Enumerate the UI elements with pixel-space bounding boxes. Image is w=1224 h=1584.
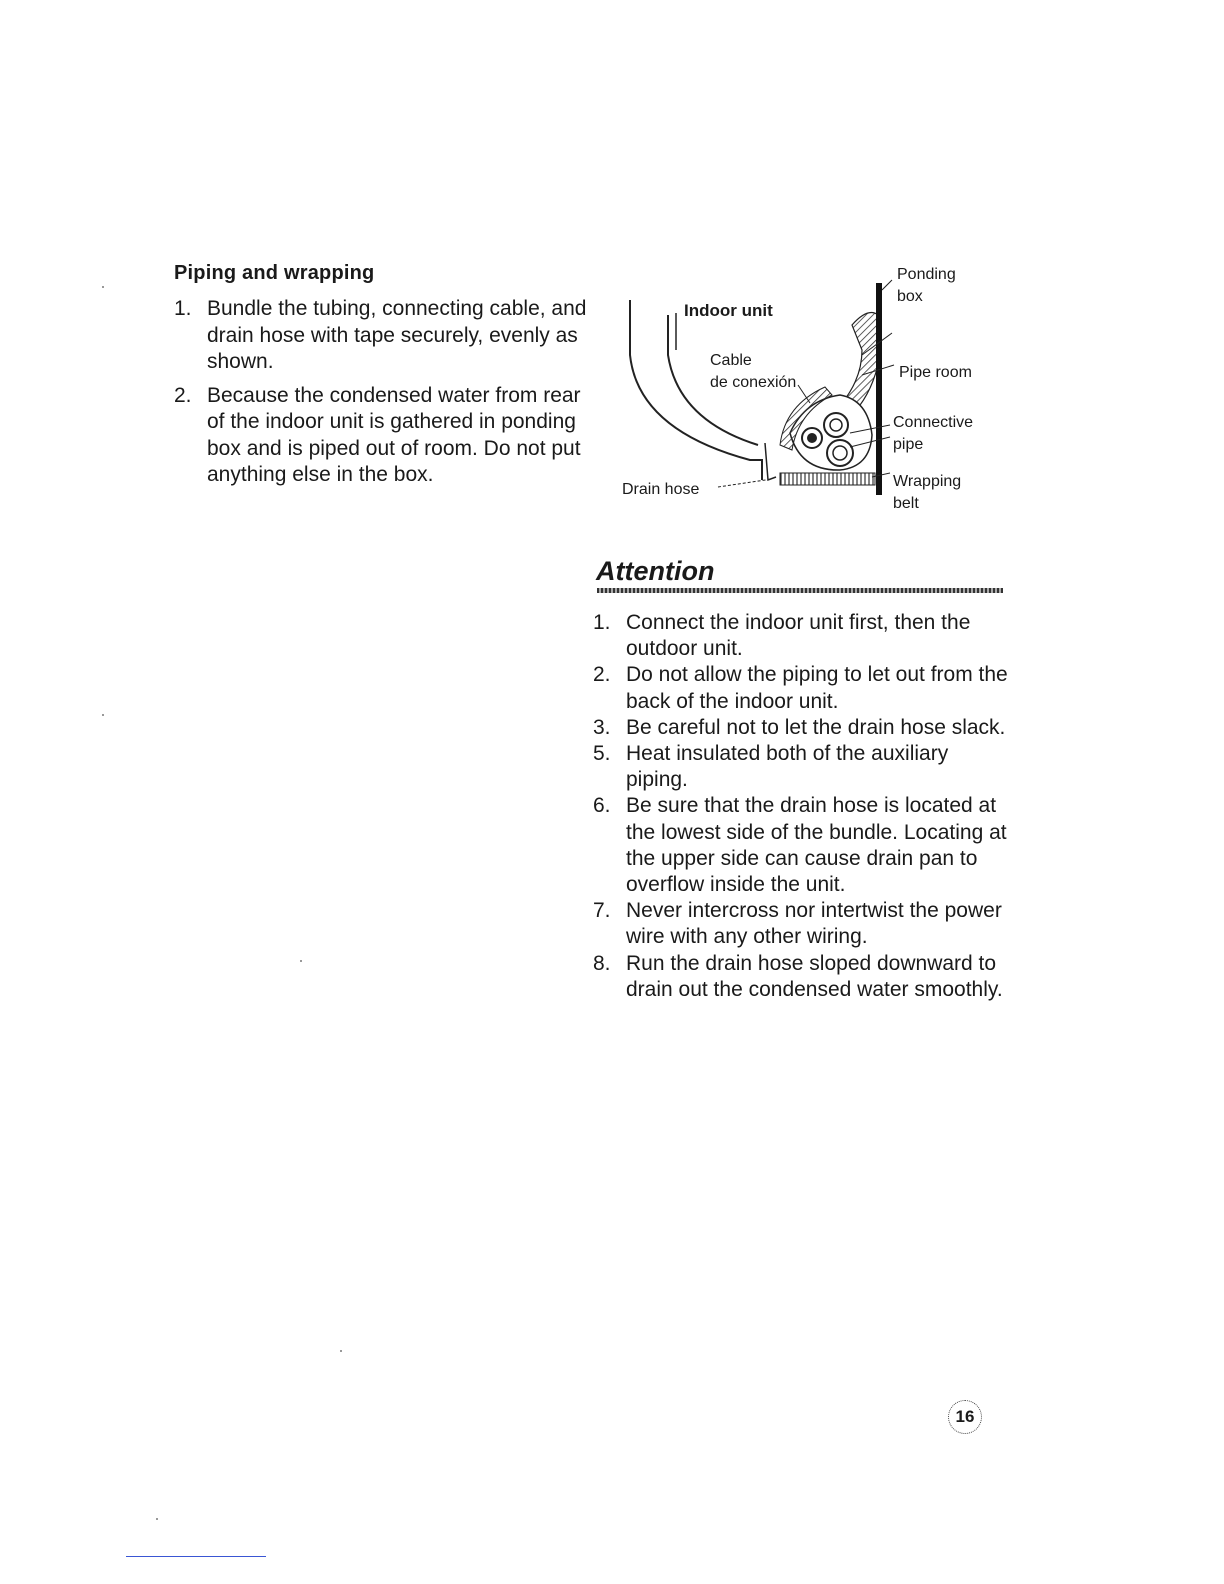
item-number: 7.	[593, 899, 611, 923]
label-indoor-unit: Indoor unit	[684, 301, 773, 320]
label-pipe: pipe	[893, 436, 924, 453]
item-number: 2.	[174, 383, 192, 407]
scan-speck	[102, 714, 104, 716]
item-number: 3.	[593, 715, 611, 739]
item-text: Because the condensed water from rear of the indoor unit is gathered in ponding box and is piped out of room. Do not put anything else in the box.	[207, 383, 581, 486]
list-item	[593, 610, 1013, 662]
label-drain-hose: Drain hose	[622, 481, 700, 498]
attention-heading: Attention	[596, 556, 715, 586]
list-item	[174, 296, 594, 376]
list-item	[593, 715, 1013, 741]
item-number: 8.	[593, 951, 611, 975]
item-number: 5.	[593, 742, 611, 766]
list-item	[174, 383, 594, 489]
label-cable-conexion: de conexión	[710, 374, 797, 391]
attention-divider	[597, 588, 1003, 593]
label-pipe-room: Pipe room	[899, 364, 972, 381]
item-text: Do not allow the piping to let out from the back of the indoor unit.	[626, 663, 1008, 713]
item-number: 1.	[174, 297, 192, 320]
piping-instructions-list	[174, 296, 594, 496]
list-item	[593, 662, 1013, 714]
list-item	[593, 898, 1013, 950]
piping-diagram	[600, 255, 1020, 525]
scan-speck	[340, 1350, 342, 1352]
item-text: Be sure that the drain hose is located at the lowest side of the bundle. Locating at the upper side can cause drain pan to overflow inside the unit.	[626, 794, 1007, 897]
list-item	[593, 741, 1013, 793]
scan-speck	[156, 1518, 158, 1520]
list-item	[593, 951, 1013, 1003]
item-text: Be careful not to let the drain hose slack.	[626, 715, 1006, 739]
item-number: 1.	[593, 611, 611, 634]
label-connective: Connective	[893, 414, 974, 431]
item-text: Run the drain hose sloped downward to drain out the condensed water smoothly.	[626, 951, 1003, 1001]
item-number: 2.	[593, 663, 611, 687]
section-title: Piping and wrapping	[174, 262, 375, 284]
item-number: 6.	[593, 794, 611, 818]
item-text: Bundle the tubing, connecting cable, and drain hose with tape securely, evenly as shown.	[207, 297, 587, 373]
label-box: box	[897, 288, 923, 305]
item-text: Never intercross nor intertwist the power wire with any other wiring.	[626, 899, 1002, 949]
attention-list	[593, 610, 1013, 1003]
label-ponding: Ponding	[897, 266, 956, 283]
label-cable: Cable	[710, 352, 752, 369]
page-number: 16	[948, 1400, 982, 1434]
list-item	[593, 793, 1013, 898]
item-text: Heat insulated both of the auxiliary piping.	[626, 742, 949, 792]
label-belt: belt	[893, 495, 919, 512]
label-wrapping: Wrapping	[893, 473, 962, 490]
bottom-underline	[126, 1556, 266, 1557]
scan-speck	[300, 960, 302, 962]
scan-speck	[102, 286, 104, 288]
item-text: Connect the indoor unit first, then the outdoor unit.	[626, 611, 971, 661]
